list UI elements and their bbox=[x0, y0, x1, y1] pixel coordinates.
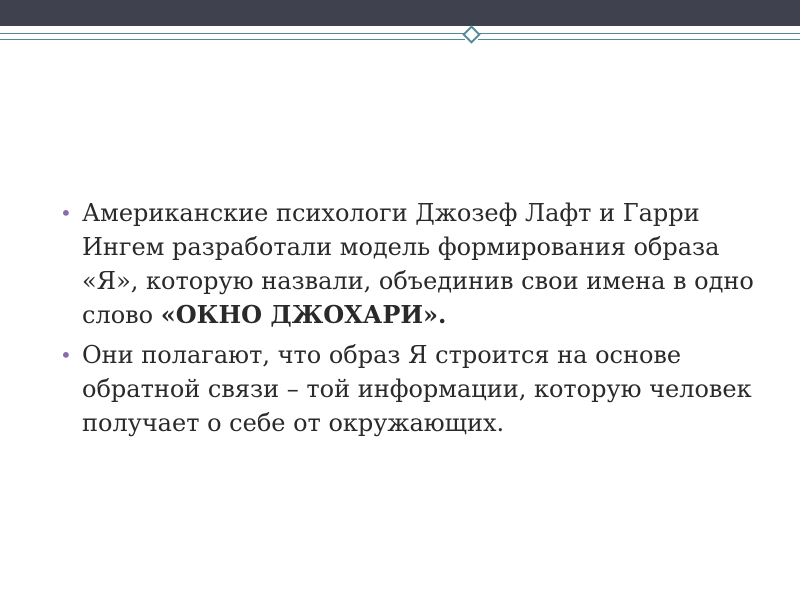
bullet-item bbox=[60, 338, 760, 440]
bullet-icon: • bbox=[60, 343, 72, 367]
bullet-text: Они полагают, что образ Я строится на основе обратной связи – той информации, которую человек получает о себе от окружающих. bbox=[82, 341, 752, 437]
bullet-item bbox=[60, 196, 760, 332]
decorative-line bbox=[0, 33, 465, 34]
header-bar bbox=[0, 0, 800, 26]
decorative-line bbox=[478, 33, 800, 34]
decorative-line bbox=[0, 39, 465, 40]
bullet-emphasis-text: «ОКНО ДЖОХАРИ». bbox=[160, 300, 447, 329]
slide-content bbox=[60, 196, 760, 446]
bullet-icon: • bbox=[60, 201, 72, 225]
decorative-line bbox=[478, 39, 800, 40]
bullet-text: Американские психологи Джозеф Лафт и Гарри Ингем разработали модель формирования образа «Я», которую назвали, объединив свои имена в одно слово bbox=[82, 199, 754, 329]
